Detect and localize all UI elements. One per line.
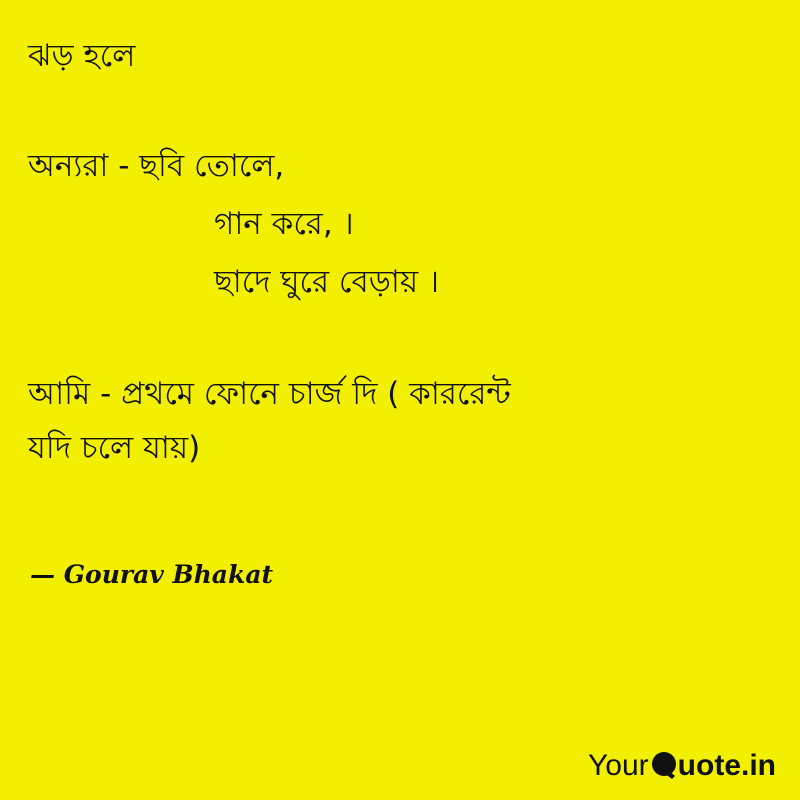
- quote-line-4: আমি - প্রথমে ফোনে চার্জ দি ( কাররেন্ট: [28, 376, 511, 412]
- quote-line-5: যদি চলে যায়): [28, 430, 201, 466]
- yourquote-logo: [588, 746, 776, 786]
- quote-line-1: অন্যরা - ছবি তোলে,: [28, 148, 285, 184]
- quote-q-icon: [651, 751, 677, 781]
- quote-line-3: ছাদে ঘুরে বেড়ায় ।: [214, 264, 440, 300]
- brand-suffix: uote.in: [677, 749, 776, 782]
- brand-prefix: Your: [588, 749, 649, 782]
- quote-title: ঝড় হলে: [28, 38, 136, 74]
- quote-line-2: গান করে, ।: [214, 206, 354, 242]
- author-name: — Gourav Bhakat: [30, 560, 274, 589]
